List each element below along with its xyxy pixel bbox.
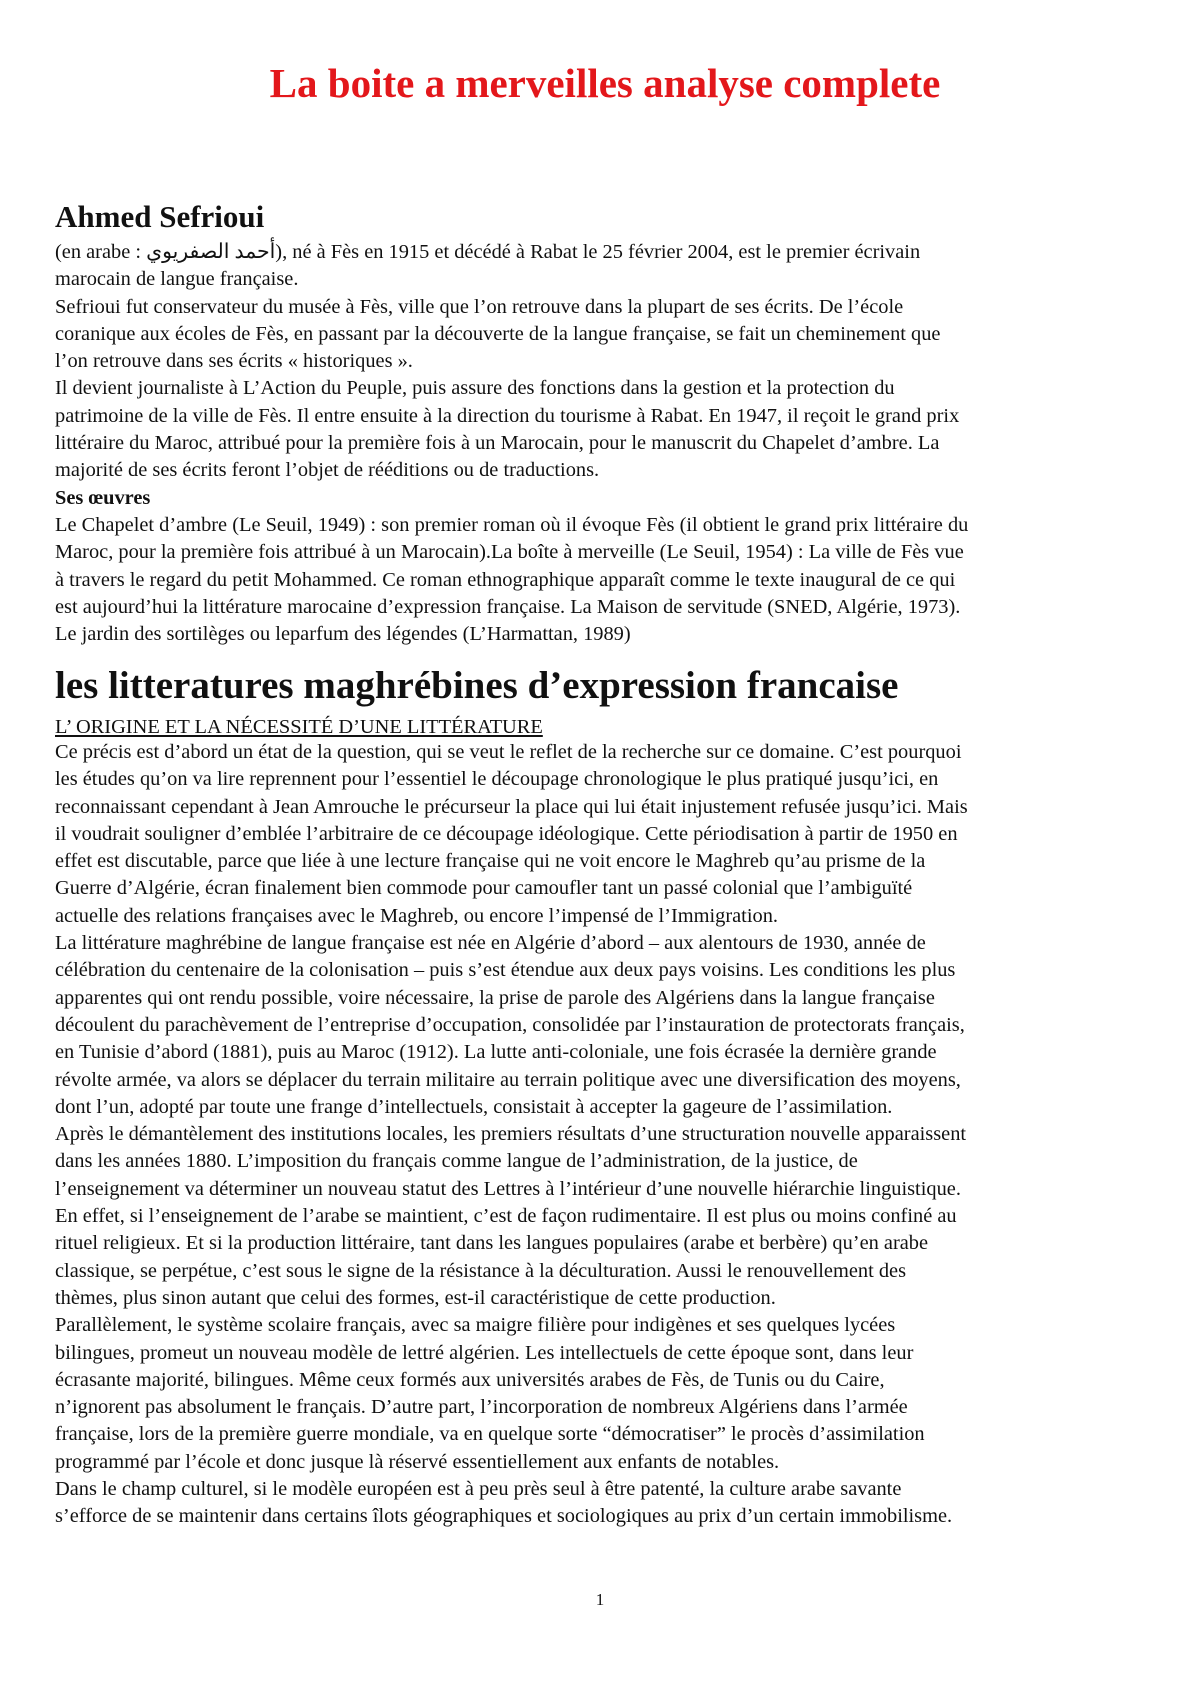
essay-line: les études qu’on va lire reprennent pour l’essentiel le découpage chronologique le plus pratiqué jusqu’ici, en: [55, 768, 939, 791]
essay-line: actuelle des relations françaises avec le Maghreb, ou encore l’impensé de l’Immigration.: [55, 904, 779, 927]
bio-line: (en arabe : أحمد الصفريوي), né à Fès en 1915 et décédé à Rabat le 25 février 2004, est le premier écrivain: [55, 241, 921, 263]
essay-line: s’efforce de se maintenir dans certains îlots géographiques et sociologiques au prix d’un certain immobilisme.: [55, 1505, 953, 1528]
works-line: Le jardin des sortilèges ou leparfum des légendes (L’Harmattan, 1989): [55, 623, 631, 646]
works-line: est aujourd’hui la littérature marocaine d’expression française. La Maison de servitude (SNED, Algérie, 1973).: [55, 595, 961, 618]
essay-line: Dans le champ culturel, si le modèle européen est à peu près seul à être patenté, la culture arabe savante: [55, 1478, 902, 1501]
essay-line: effet est discutable, parce que liée à une lecture française qui ne voit encore le Maghreb qu’au prisme de la: [55, 850, 926, 873]
essay-line: Ce précis est d’abord un état de la question, qui se veut le reflet de la recherche sur ce domaine. C’est pourquoi: [55, 741, 962, 763]
bio-line: l’on retrouve dans ses écrits « historiques ».: [55, 350, 413, 373]
bio-line: majorité de ses écrits feront l’objet de rééditions ou de traductions.: [55, 459, 600, 482]
bio-line: Sefrioui fut conservateur du musée à Fès, ville que l’on retrouve dans la plupart de ses écrits. De l’école: [55, 295, 904, 318]
essay-line: apparentes qui ont rendu possible, voire nécessaire, la prise de parole des Algériens dans la langue française: [55, 986, 935, 1009]
essay-line: il voudrait souligner d’emblée l’arbitraire de ce découpage idéologique. Cette périodisation à partir de 1950 en: [55, 822, 958, 845]
essay-line: classique, se perpétue, c’est sous le signe de la résistance à la déculturation. Aussi le renouvellement des: [55, 1259, 907, 1282]
essay-line: en Tunisie d’abord (1881), puis au Maroc (1912). La lutte anti-coloniale, une fois écrasée la dernière grande: [55, 1041, 937, 1064]
bio-line: patrimoine de la ville de Fès. Il entre ensuite à la direction du tourisme à Rabat. En 1947, il reçoit le grand prix: [55, 404, 960, 427]
essay-line: La littérature maghrébine de langue française est née en Algérie d’abord – aux alentours de 1930, année de: [55, 932, 926, 955]
essay-body: [55, 739, 968, 1531]
essay-line: révolte armée, va alors se déplacer du terrain militaire au terrain politique avec une diversification des moyens,: [55, 1068, 961, 1091]
essay-line: dont l’un, adopté par toute une frange d’intellectuels, consistait à accepter la gageure de l’assimilation.: [55, 1095, 893, 1118]
page-number: 1: [595, 1590, 605, 1609]
section-subheading: L’ ORIGINE ET LA NÉCESSITÉ D’UNE LITTÉRATURE: [55, 716, 543, 738]
essay-line: Après le démantèlement des institutions locales, les premiers résultats d’une structuration nouvelle apparaissent: [55, 1123, 967, 1146]
bio-line: littéraire du Maroc, attribué pour la première fois à un Marocain, pour le manuscrit du Chapelet d’ambre. La: [55, 432, 940, 455]
essay-line: célébration du centenaire de la colonisation – puis s’est étendue aux deux pays voisins. Les conditions les plus: [55, 959, 956, 982]
essay-line: Guerre d’Algérie, écran finalement bien commode pour camoufler tant un passé colonial que l’ambiguïté: [55, 877, 913, 900]
essay-line: française, lors de la première guerre mondiale, va en quelque sorte “démocratiser” le procès d’assimilation: [55, 1423, 925, 1446]
essay-line: thèmes, plus sinon autant que celui des formes, est-il caractéristique de cette production.: [55, 1286, 776, 1309]
bio-line: marocain de langue française.: [55, 268, 299, 291]
author-heading: Ahmed Sefrioui: [55, 199, 265, 234]
works-heading: Ses œuvres: [55, 486, 151, 509]
essay-line: écrasante majorité, bilingues. Même ceux formés aux universités arabes de Fès, de Tunis ou du Caire,: [55, 1368, 885, 1391]
essay-line: En effet, si l’enseignement de l’arabe se maintient, c’est de façon rudimentaire. Il est plus ou moins confiné au: [55, 1205, 957, 1228]
bio-line: coranique aux écoles de Fès, en passant par la découverte de la langue française, se fait un cheminement que: [55, 322, 941, 345]
works-line: à travers le regard du petit Mohammed. Ce roman ethnographique apparaît comme le texte inaugural de ce qui: [55, 568, 956, 591]
works-line: Le Chapelet d’ambre (Le Seuil, 1949) : son premier roman où il évoque Fès (il obtient le grand prix littéraire du: [55, 513, 969, 536]
essay-line: Parallèlement, le système scolaire français, avec sa maigre filière pour indigènes et ses quelques lycées: [55, 1314, 896, 1337]
bio-line: Il devient journaliste à L’Action du Peuple, puis assure des fonctions dans la gestion et la protection du: [55, 377, 895, 400]
essay-line: reconnaissant cependant à Jean Amrouche le précurseur la place qui lui était injustement refusée jusqu’ici. Mais: [55, 795, 968, 818]
essay-line: dans les années 1880. L’imposition du français comme langue de l’administration, de la justice, de: [55, 1150, 858, 1173]
essay-line: rituel religieux. Et si la production littéraire, tant dans les langues populaires (arabe et berbère) qu’en arabe: [55, 1232, 929, 1255]
essay-line: découlent du parachèvement de l’entreprise d’occupation, consolidée par l’instauration de protectorats français,: [55, 1013, 965, 1036]
author-bio: [55, 239, 968, 648]
section-heading: les litteratures maghrébines d’expression francaise: [55, 664, 899, 707]
essay-line: n’ignorent pas absolument le français. D’autre part, l’incorporation de nombreux Algériens dans l’armée: [55, 1396, 908, 1419]
works-line: Maroc, pour la première fois attribué à un Marocain).La boîte à merveille (Le Seuil, 1954) : La ville de Fès vue: [55, 541, 964, 564]
essay-line: l’enseignement va déterminer un nouveau statut des Lettres à l’intérieur d’une nouvelle hiérarchie linguistique.: [55, 1177, 961, 1200]
essay-line: programmé par l’école et donc jusque là réservé essentiellement aux enfants de notables.: [55, 1450, 780, 1473]
document-title: La boite a merveilles analyse complete: [269, 60, 941, 106]
essay-line: bilingues, promeut un nouveau modèle de lettré algérien. Les intellectuels de cette époque sont, dans leur: [55, 1341, 914, 1364]
